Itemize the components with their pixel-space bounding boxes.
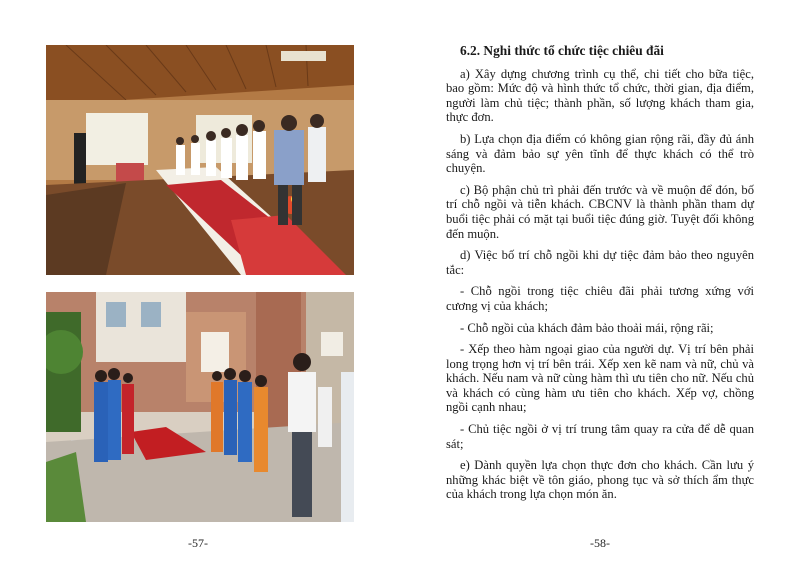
bullet-1: - Chỗ ngồi trong tiệc chiêu đãi phải tương xứng với cương vị của khách; [446,284,754,313]
bullet-3: - Xếp theo hàm ngoại giao của người dự. Vị trí bên phải long trọng hơn vị trí bên trái. Xếp xen kẽ nam và nữ, chủ và khách. Nếu nam và nữ cùng hàm thì ưu tiên cho nữ. Nếu chủ và khách có cùng hàm ưu tiên cho khách. Xếp vợ, chồng ngồi cạnh nhau; [446,342,754,415]
paragraph-d: d) Việc bố trí chỗ ngồi khi dự tiệc đảm bảo theo nguyên tắc: [446,248,754,277]
bullet-4: - Chủ tiệc ngồi ở vị trí trung tâm quay ra cửa để dễ quan sát; [446,422,754,451]
section-title: 6.2. Nghi thức tổ chức tiệc chiêu đãi [460,43,664,58]
reception-hall-photo [46,45,354,275]
welcome-line-photo [46,292,354,522]
paragraph-e: e) Dành quyền lựa chọn thực đơn cho khách. Cần lưu ý những khác biệt về tôn giáo, phong tục và sở thích ẩm thực của khách trong lựa chọn món ăn. [446,458,754,502]
page-number-left: -57- [188,536,208,550]
text-column [446,44,754,509]
paragraph-a: a) Xây dựng chương trình cụ thể, chi tiết cho bữa tiệc, bao gồm: Mức độ và hình thức tổ chức, thời gian, địa điểm, người làm chủ tiệc; thành phần, số lượng khách tham gia, thực đơn. [446,66,754,125]
paragraph-b: b) Lựa chọn địa điểm có không gian rộng rãi, đầy đủ ánh sáng và đảm bảo sự yên tĩnh để thực khách có thể trò chuyện. [446,131,754,176]
page-number-right: -58- [590,536,610,550]
paragraph-c: c) Bộ phận chủ trì phải đến trước và về muộn để đón, bố trí chỗ ngồi và tiễn khách. CBCNV là thành phần tham dự buổi tiệc phải có mặt tại buổi tiệc đúng giờ. Tuyệt đối không đến muộn. [446,182,754,241]
bullet-2: - Chỗ ngồi của khách đảm bảo thoải mái, rộng rãi; [460,320,714,335]
